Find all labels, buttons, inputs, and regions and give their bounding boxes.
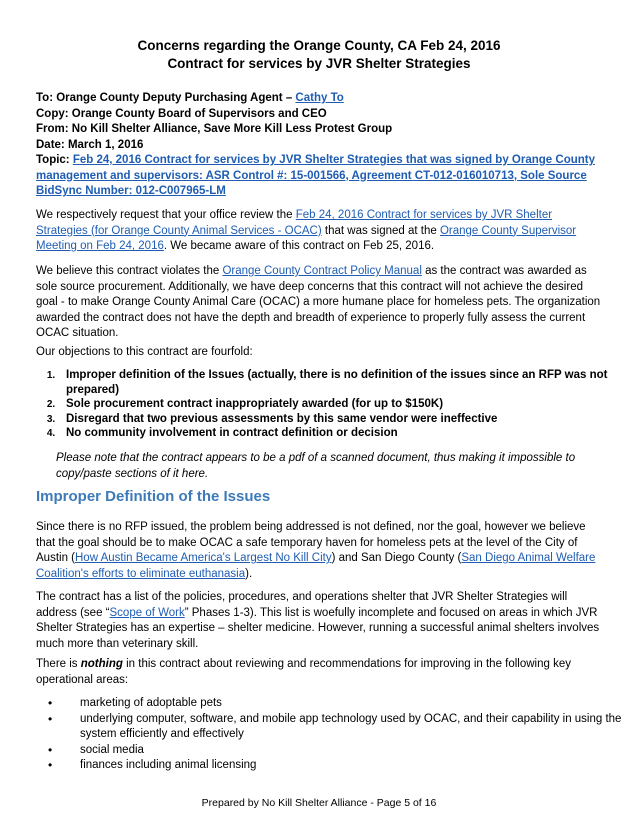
- list-item: 1. Improper definition of the Issues (actually, there is no definition of the issues since an RFP was not prepared): [58, 368, 624, 397]
- list-item: • social media: [70, 743, 636, 759]
- san-diego-link[interactable]: San Diego Animal Welfare Coalition's efforts to eliminate euthanasia: [36, 552, 596, 580]
- list-item: • marketing of adoptable pets: [70, 696, 636, 712]
- paragraph-request: We respectively request that your office review the Feb 24, 2016 Contract for services by JVR Shelter Strategies (for Orange County Animal Services - OCAC) that was signed at the Orange County Supervisor Meeting on Feb 24, 2016. We became aware of this contract on Feb 25, 2016.: [36, 209, 577, 252]
- list-item: 2. Sole procurement contract inappropriately awarded (for up to $150K): [58, 397, 624, 412]
- paragraph-nothing: There is nothing in this contract about reviewing and recommendations for improving in the following key operational areas:: [36, 658, 571, 686]
- page-title-line-2: Contract for services by JVR Shelter Strategies: [167, 56, 471, 71]
- objections-list: [36, 368, 624, 441]
- date-line: Date: March 1, 2016: [36, 138, 144, 151]
- list-item: 3. Disregard that two previous assessments by this same vendor were ineffective: [58, 412, 624, 427]
- policy-manual-link[interactable]: Orange County Contract Policy Manual: [222, 265, 422, 277]
- to-link[interactable]: Cathy To: [295, 92, 344, 104]
- copy-line: Copy: Orange County Board of Supervisors and CEO: [36, 107, 327, 120]
- pdf-note: Please note that the contract appears to be a pdf of a scanned document, thus making it impossible to copy/paste sections of it here.: [56, 452, 576, 480]
- topic-line: Topic: Feb 24, 2016 Contract for services by JVR Shelter Strategies that was signed by Orange County management and supervisors: ASR Control #: 15-001566, Agreement CT-012-016010713, Sole Source BidSync Number: 012-C007965-LM: [36, 154, 595, 197]
- list-item: • underlying computer, software, and mobile app technology used by OCAC, and their capability in using the system efficiently and effectively: [70, 712, 636, 743]
- from-line: From: No Kill Shelter Alliance, Save More Kill Less Protest Group: [36, 123, 393, 135]
- section-heading: Improper Definition of the Issues: [36, 488, 271, 505]
- to-line: To: Orange County Deputy Purchasing Agent – Cathy To: [36, 92, 344, 104]
- page-footer: Prepared by No Kill Shelter Alliance - Page 5 of 16: [201, 797, 437, 809]
- operational-areas-list: [36, 696, 636, 774]
- paragraph-violation: We believe this contract violates the Orange County Contract Policy Manual as the contract was awarded as sole source procurement. Additionally, we have deep concerns that this contract will not achieve the desired goal - to make Orange County Animal Care (OCAC) a more humane place for homeless pets. The organization awarded the contract does not have the depth and breadth of experience to properly fully assess the current OCAC situation.: [36, 265, 601, 339]
- contract-link[interactable]: Feb 24, 2016 Contract for services by JVR Shelter Strategies (for Orange County Animal Services - OCAC): [36, 209, 553, 237]
- scope-of-work-link[interactable]: Scope of Work: [109, 606, 185, 619]
- list-item: • finances including animal licensing: [70, 758, 636, 774]
- page-title-line-1: Concerns regarding the Orange County, CA Feb 24, 2016: [137, 38, 501, 53]
- paragraph-no-rfp: Since there is no RFP issued, the problem being addressed is not defined, nor the goal, however we believe that the goal should be to make OCAC a safe temporary haven for homeless pets at the level of the City of Austin (How Austin Became America's Largest No Kill City) and San Diego County (San Diego Animal Welfare Coalition's efforts to eliminate euthanasia).: [36, 521, 596, 580]
- paragraph-objections-intro: Our objections to this contract are fourfold:: [36, 346, 253, 358]
- supervisor-meeting-link[interactable]: Orange County Supervisor Meeting on Feb 24, 2016: [36, 224, 577, 252]
- topic-link[interactable]: Feb 24, 2016 Contract for services by JVR Shelter Strategies that was signed by Orange County management and supervisors: ASR Control #: 15-001566, Agreement CT-012-016010713, Sole Source BidSync Number: 012-C007965-LM: [36, 154, 595, 197]
- list-item: 4. No community involvement in contract definition or decision: [58, 426, 624, 441]
- austin-link[interactable]: How Austin Became America's Largest No Kill City: [75, 552, 332, 564]
- memo-header: [36, 91, 606, 200]
- paragraph-scope: The contract has a list of the policies, procedures, and operations shelter that JVR Shelter Strategies will address (see “Scope of Work” Phases 1-3). This list is woefully incomplete and focused on areas in which JVR Shelter Strategies has an expertise – shelter medicine. However, running a successful animal shelters involves much more than veterinary skill.: [36, 591, 600, 650]
